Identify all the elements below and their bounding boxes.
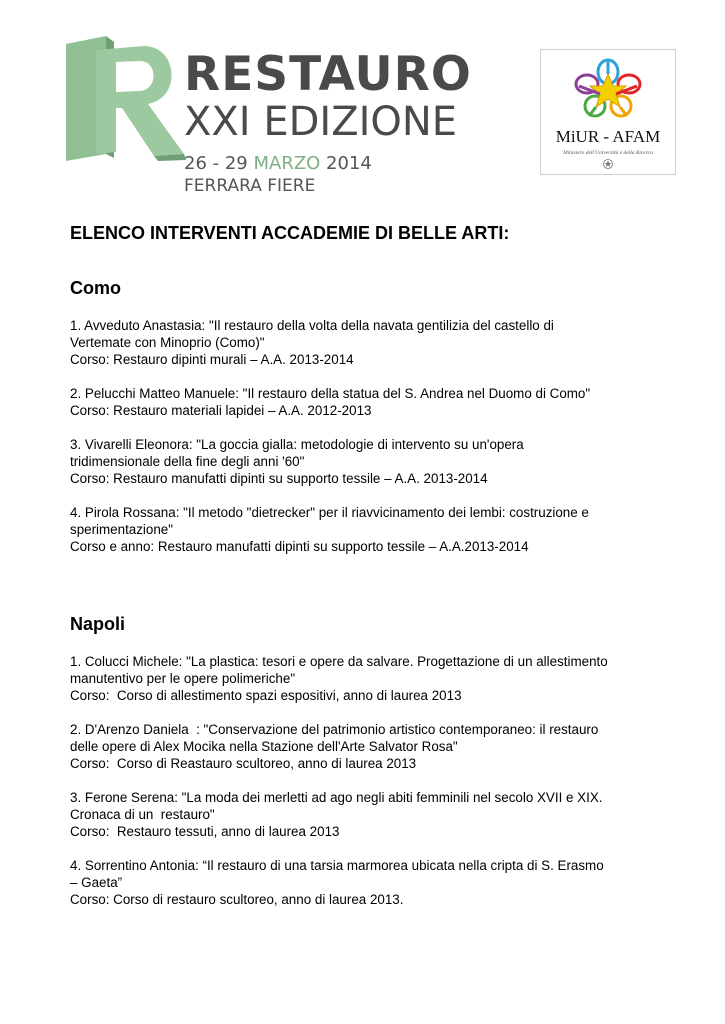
event-place: FERRARA FIERE	[184, 176, 316, 196]
list-item: 1. Colucci Michele: "La plastica: tesori e opere da salvare. Progettazione di un allestimento manutentivo per le opere polimeriche" Corso: Corso di allestimento spazi espositivi, anno di laurea 2013	[70, 654, 608, 703]
list-item: 2. D'Arenzo Daniela : "Conservazione del patrimonio artistico contemporaneo: il restauro delle opere di Alex Mocika nella Stazione dell'Arte Salvator Rosa" Corso: Corso di Reastauro scultoreo, anno di laurea 2013	[70, 722, 599, 771]
section-title-napoli: Napoli	[70, 614, 126, 634]
miur-sublabel: Ministero dell'Università e della Ricerca	[563, 150, 653, 156]
list-item: 3. Vivarelli Eleonora: "La goccia gialla: metodologie di intervento su un'opera tridimensionale della fine degli anni '60" Corso: Restauro manufatti dipinti su supporto tessile – A.A. 2013-2014	[70, 437, 524, 486]
event-brand	[184, 47, 472, 196]
restauro-r-logo	[66, 36, 186, 161]
page-header	[0, 0, 725, 200]
list-item: 4. Pirola Rossana: "Il metodo "dietrecker" per il riavvicinamento dei lembi: costruzione e sperimentazione" Corso e anno: Restauro manufatti dipinti su supporto tessile – A.A.2013-2014	[70, 505, 589, 554]
list-item: 1. Avveduto Anastasia: "Il restauro della volta della navata gentilizia del castello di Vertemate con Minoprio (Como)" Corso: Restauro dipinti murali – A.A. 2013-2014	[70, 318, 554, 367]
star-icon	[571, 56, 645, 122]
list-item: 4. Sorrentino Antonia: “Il restauro di una tarsia marmorea ubicata nella cripta di S. Erasmo – Gaeta” Corso: Corso di restauro scultoreo, anno di laurea 2013.	[70, 858, 604, 907]
brand-edition: XXI EDIZIONE	[184, 99, 458, 145]
document-body	[70, 222, 670, 908]
republic-emblem-icon	[601, 158, 615, 170]
list-item: 3. Ferone Serena: "La moda dei merletti ad ago negli abiti femminili nel secolo XVII e XIX. Cronaca di un restauro" Corso: Restauro tessuti, anno di laurea 2013	[70, 790, 603, 839]
event-dates: 26 - 29 MARZO 2014	[184, 153, 372, 174]
brand-title: RESTAURO	[184, 47, 472, 102]
section-title-como: Como	[70, 278, 121, 298]
list-item: 2. Pelucchi Matteo Manuele: "Il restauro della statua del S. Andrea nel Duomo di Como" Corso: Restauro materiali lapidei – A.A. 2012-2013	[70, 386, 591, 418]
document-title: ELENCO INTERVENTI ACCADEMIE DI BELLE ARTI:	[70, 223, 510, 243]
miur-afam-logo	[540, 49, 676, 175]
miur-label: MiUR - AFAM	[555, 127, 661, 146]
